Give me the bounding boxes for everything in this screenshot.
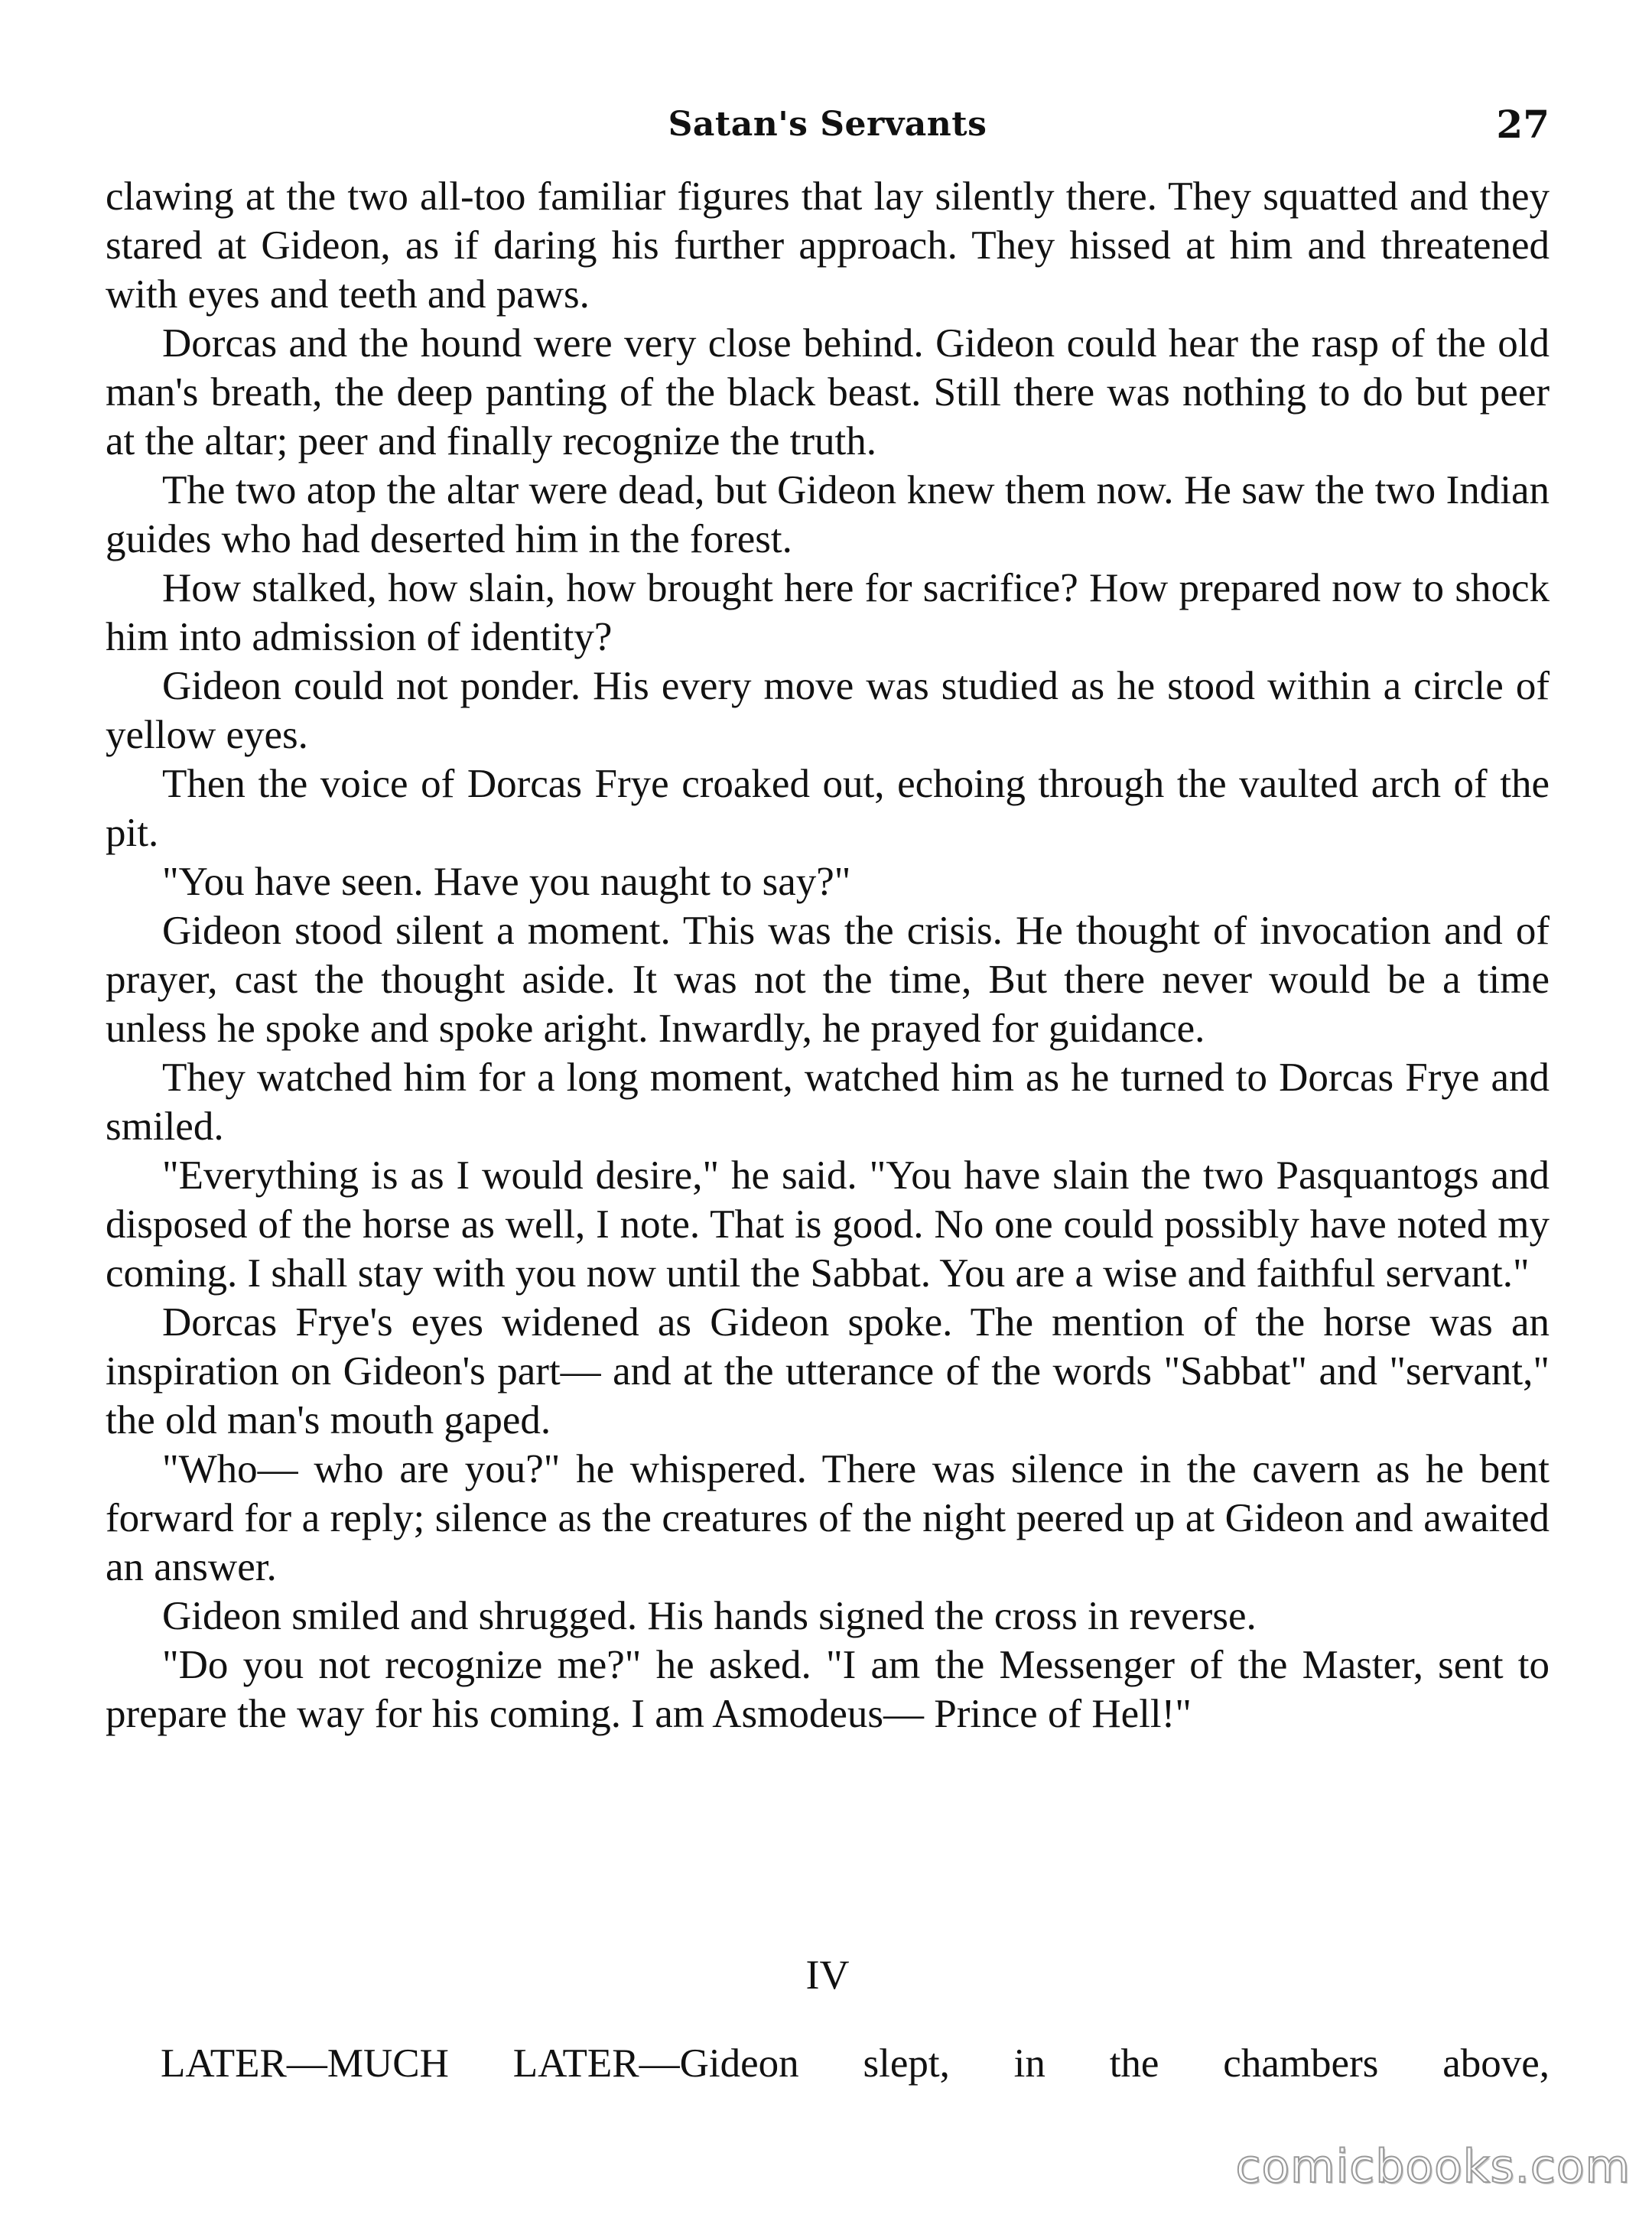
paragraph-4: How stalked, how slain, how brought here for sacrifice? How prepared now to shock him into admission of identity? [106,566,1550,659]
paragraph-13: Gideon smiled and shrugged. His hands signed the cross in reverse. [162,1594,1257,1638]
paragraph-8: Gideon stood silent a moment. This was the crisis. He thought of invocation and of prayer, cast the thought aside. It was not the time, But there never would be a time unless he spoke and spoke aright. Inwardly, he prayed for guidance. [106,909,1550,1051]
page-number: 27 [1496,102,1550,147]
paragraph-2: Dorcas and the hound were very close behind. Gideon could hear the rasp of the old man's breath, the deep panting of the black beast. Still there was nothing to do but peer at the altar; peer and finally recognize the truth. [106,321,1550,463]
paragraph-10: "Everything is as I would desire," he said. "You have slain the two Pasquantogs and disposed of the horse as well, I note. That is good. No one could possibly have noted my coming. I shall stay with you now until the Sabbat. You are a wise and faithful servant." [106,1153,1550,1296]
paragraph-3: The two atop the altar were dead, but Gideon knew them now. He saw the two Indian guides who had deserted him in the forest. [106,468,1550,561]
section-number: IV [805,1952,850,1998]
paragraph-7: "You have seen. Have you naught to say?" [162,860,851,904]
paragraph-12: "Who— who are you?" he whispered. There was silence in the cavern as he bent forward for a reply; silence as the creatures of the night peered up at Gideon and awaited an answer. [106,1447,1550,1589]
running-title: Satan's Servants [668,105,987,144]
paragraph-11: Dorcas Frye's eyes widened as Gideon spoke. The mention of the horse was an inspiration on Gideon's part— and at the utterance of the words "Sabbat" and "servant," the old man's mouth gaped. [106,1300,1550,1442]
watermark-logo: comicbooks.com [1235,2140,1631,2194]
paragraph-5: Gideon could not ponder. His every move was studied as he stood within a circle of yellow eyes. [106,664,1550,757]
running-head [106,98,1550,151]
paragraph-9: They watched him for a long moment, watched him as he turned to Dorcas Frye and smiled. [106,1055,1550,1149]
paragraph-1: clawing at the two all-too familiar figures that lay silently there. They squatted and they stared at Gideon, as if daring his further approach. They hissed at him and threatened with eyes and teeth and paws. [106,174,1550,317]
chapter-opening-line: LATER—MUCH LATER—Gideon slept, in the chambers above, [161,2041,1550,2086]
body-text [106,172,1550,1738]
paragraph-6: Then the voice of Dorcas Frye croaked out, echoing through the vaulted arch of the pit. [106,762,1550,855]
paragraph-14: "Do you not recognize me?" he asked. "I am the Messenger of the Master, sent to prepare the way for his coming. I am Asmodeus— Prince of Hell!" [106,1643,1550,1736]
